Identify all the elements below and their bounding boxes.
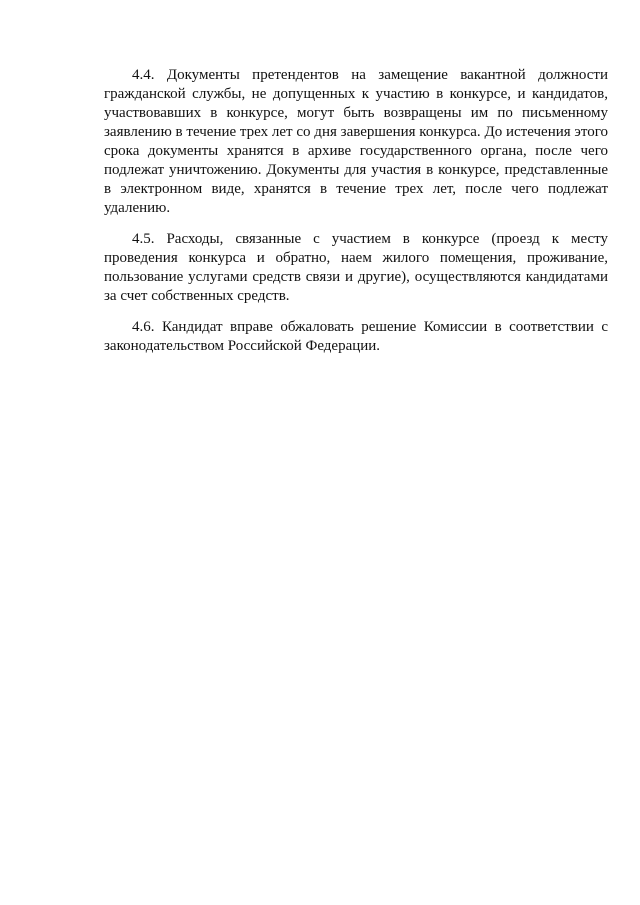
document-body <box>104 66 608 368</box>
paragraph-4-5: 4.5. Расходы, связанные с участием в конкурсе (проезд к месту проведения конкурса и обратно, наем жилого помещения, проживание, пользование услугами средств связи и другие), осуществляются кандидатами за счет собственных средств. <box>104 231 608 304</box>
paragraph-4-4: 4.4. Документы претендентов на замещение вакантной должности гражданской службы, не допущенных к участию в конкурсе, и кандидатов, участвовавших в конкурсе, могут быть возвращены им по письменному заявлению в течение трех лет со дня завершения конкурса. До истечения этого срока документы хранятся в архиве государственного органа, после чего подлежат уничтожению. Документы для участия в конкурсе, представленные в электронном виде, хранятся в течение трех лет, после чего подлежат удалению. <box>104 67 608 216</box>
paragraph-4-6: 4.6. Кандидат вправе обжаловать решение Комиссии в соответствии с законодательством Российской Федерации. <box>104 319 608 354</box>
